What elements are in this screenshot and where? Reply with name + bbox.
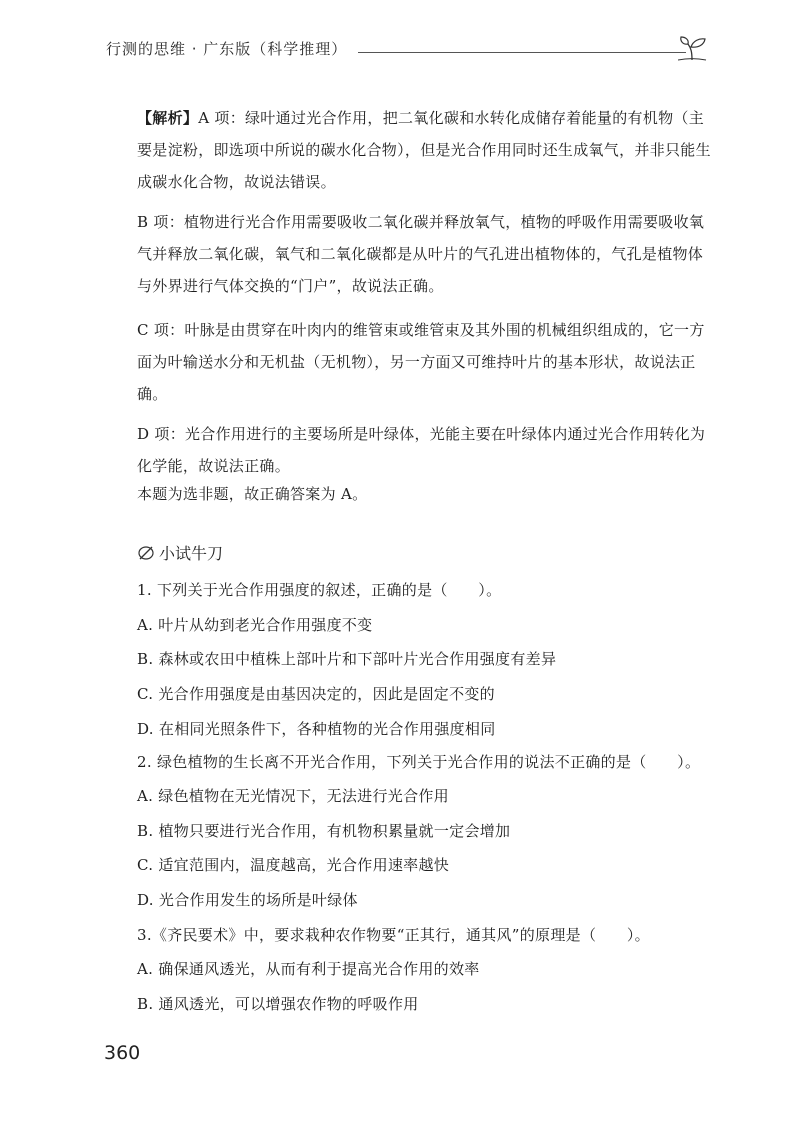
analysis-paragraph-b: B 项：植物进行光合作用需要吸收二氧化碳并释放氧气，植物的呼吸作用需要吸收氧气并释放二氧化碳，氧气和二氧化碳都是从叶片的气孔进出植物体的，气孔是植物体与外界进行气体交换的“门户”，故说法正确。 xyxy=(137,213,705,295)
practice-heading-text: 小试牛刀 xyxy=(159,544,224,563)
question-1-option-c: C. 光合作用强度是由基因决定的，因此是固定不变的 xyxy=(137,685,495,703)
sprout-icon xyxy=(678,34,708,62)
header-rule xyxy=(358,52,686,53)
analysis-conclusion: 本题为选非题，故正确答案为 A。 xyxy=(137,485,368,503)
question-2-option-b: B. 植物只要进行光合作用，有机物积累量就一定会增加 xyxy=(137,822,511,840)
question-1-stem: 1. 下列关于光合作用强度的叙述，正确的是（ ）。 xyxy=(137,581,502,599)
running-header xyxy=(106,34,706,68)
question-1-option-d: D. 在相同光照条件下，各种植物的光合作用强度相同 xyxy=(137,720,496,738)
pencil-icon xyxy=(137,544,155,562)
analysis-paragraph-d: D 项：光合作用进行的主要场所是叶绿体，光能主要在叶绿体内通过光合作用转化为化学能，故说法正确。 xyxy=(137,425,706,475)
page-number: 360 xyxy=(104,1042,141,1064)
analysis-label: 【解析】 xyxy=(137,109,199,127)
question-2-option-c: C. 适宜范围内，温度越高，光合作用速率越快 xyxy=(137,856,450,874)
question-2-option-d: D. 光合作用发生的场所是叶绿体 xyxy=(137,891,358,909)
header-title: 行测的思维 · 广东版（科学推理） xyxy=(106,40,348,58)
question-3-option-b: B. 通风透光，可以增强农作物的呼吸作用 xyxy=(137,995,419,1013)
question-1-option-a: A. 叶片从幼到老光合作用强度不变 xyxy=(137,616,373,634)
question-3-stem: 3.《齐民要术》中，要求栽种农作物要“正其行，通其风”的原理是（ ）。 xyxy=(137,926,650,944)
analysis-a-text: A 项：绿叶通过光合作用，把二氧化碳和水转化成储存着能量的有机物（主要是淀粉，即选项中所说的碳水化合物），但是光合作用同时还生成氧气，并非只能生成碳水化合物，故说法错误。 xyxy=(137,109,711,191)
practice-heading xyxy=(137,541,223,564)
question-1-option-b: B. 森林或农田中植株上部叶片和下部叶片光合作用强度有差异 xyxy=(137,650,557,668)
question-2-stem: 2. 绿色植物的生长离不开光合作用，下列关于光合作用的说法不正确的是（ ）。 xyxy=(137,753,701,771)
analysis-paragraph-c: C 项：叶脉是由贯穿在叶肉内的维管束或维管束及其外围的机械组织组成的，它一方面为叶输送水分和无机盐（无机物），另一方面又可维持叶片的基本形状，故说法正确。 xyxy=(137,321,705,403)
analysis-paragraph-a xyxy=(137,102,717,198)
question-2-option-a: A. 绿色植物在无光情况下，无法进行光合作用 xyxy=(137,787,449,805)
question-3-option-a: A. 确保通风透光，从而有利于提高光合作用的效率 xyxy=(137,960,480,978)
